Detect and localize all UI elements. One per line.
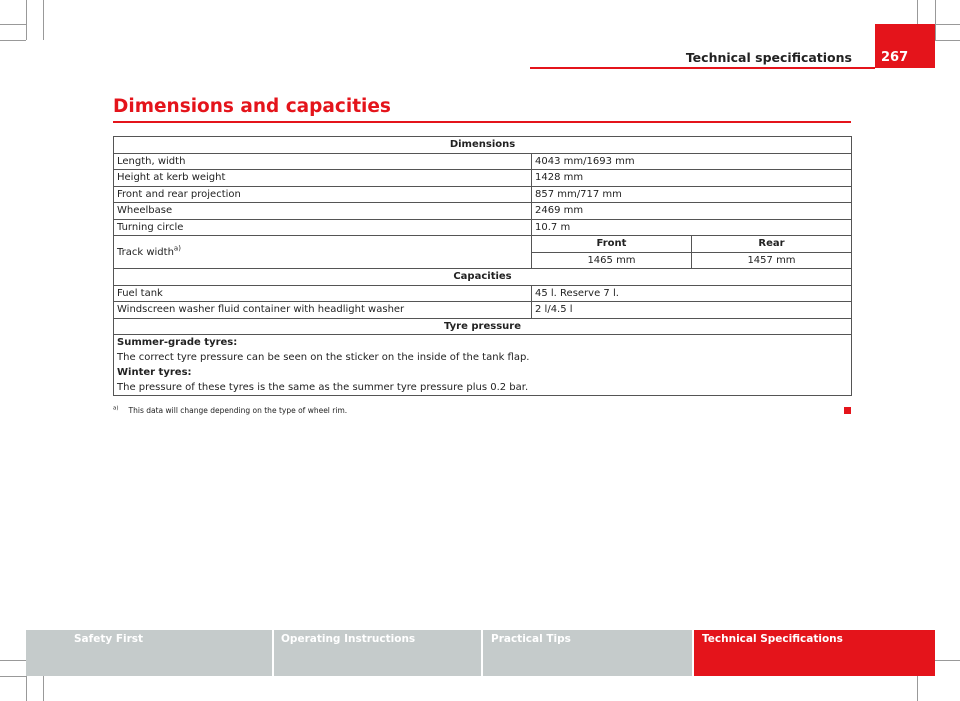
crop-mark xyxy=(0,40,26,41)
table-row xyxy=(114,302,852,319)
table-row xyxy=(114,285,852,302)
row-value: 10.7 m xyxy=(532,219,852,236)
table-row xyxy=(114,170,852,187)
tyre-pressure-cell xyxy=(114,335,852,396)
row-label: Windscreen washer fluid container with headlight washer xyxy=(114,302,532,319)
crop-mark xyxy=(917,0,918,24)
summer-tyres-text: The correct tyre pressure can be seen on the sticker on the inside of the tank flap. xyxy=(117,352,530,363)
table-heading-row xyxy=(114,269,852,286)
crop-mark xyxy=(935,24,960,25)
front-heading: Front xyxy=(532,236,692,253)
table-row xyxy=(114,203,852,220)
table-row xyxy=(114,236,852,253)
row-value: 2469 mm xyxy=(532,203,852,220)
tyre-pressure-heading: Tyre pressure xyxy=(114,318,852,335)
capacities-heading: Capacities xyxy=(114,269,852,286)
nav-tab-operating-instructions[interactable]: Operating Instructions xyxy=(274,630,481,676)
section-title: Dimensions and capacities xyxy=(113,96,391,117)
row-label: Wheelbase xyxy=(114,203,532,220)
footnote xyxy=(113,406,347,415)
row-value: 1428 mm xyxy=(532,170,852,187)
table-row xyxy=(114,186,852,203)
track-width-label xyxy=(114,236,532,269)
spec-table xyxy=(113,136,852,396)
rear-value: 1457 mm xyxy=(692,252,852,269)
header-rule xyxy=(530,67,875,69)
row-value: 2 l/4.5 l xyxy=(532,302,852,319)
crop-mark xyxy=(26,676,27,701)
row-value: 45 l. Reserve 7 l. xyxy=(532,285,852,302)
crop-mark xyxy=(43,676,44,701)
crop-mark xyxy=(43,0,44,40)
table-row xyxy=(114,219,852,236)
footnote-text: This data will change depending on the type of wheel rim. xyxy=(128,406,348,415)
table-row xyxy=(114,153,852,170)
row-label: Front and rear projection xyxy=(114,186,532,203)
row-value: 857 mm/717 mm xyxy=(532,186,852,203)
page-number: 267 xyxy=(875,24,935,68)
crop-mark xyxy=(935,40,960,41)
crop-mark xyxy=(935,0,936,40)
crop-mark xyxy=(0,676,26,677)
table-row xyxy=(114,335,852,396)
dimensions-heading: Dimensions xyxy=(114,137,852,154)
row-label: Height at kerb weight xyxy=(114,170,532,187)
track-width-text: Track width xyxy=(117,246,174,258)
table-heading-row xyxy=(114,137,852,154)
winter-tyres-text: The pressure of these tyres is the same as the summer tyre pressure plus 0.2 bar. xyxy=(117,382,529,393)
running-header: Technical specifications xyxy=(685,50,852,65)
nav-tab-practical-tips[interactable]: Practical Tips xyxy=(483,630,692,676)
section-title-rule xyxy=(113,121,851,123)
nav-tab-safety-first[interactable]: Safety First xyxy=(26,630,272,676)
nav-tab-technical-specifications[interactable]: Technical Specifications xyxy=(694,630,935,676)
winter-tyres-heading: Winter tyres: xyxy=(117,367,192,378)
row-label: Fuel tank xyxy=(114,285,532,302)
footnote-ref: a) xyxy=(173,244,181,253)
crop-mark xyxy=(0,660,26,661)
crop-mark xyxy=(917,676,918,701)
row-label: Turning circle xyxy=(114,219,532,236)
crop-mark xyxy=(935,660,960,661)
row-label: Length, width xyxy=(114,153,532,170)
row-value: 4043 mm/1693 mm xyxy=(532,153,852,170)
section-end-marker xyxy=(844,407,851,414)
crop-mark xyxy=(26,0,27,40)
front-value: 1465 mm xyxy=(532,252,692,269)
summer-tyres-heading: Summer-grade tyres: xyxy=(117,337,238,348)
rear-heading: Rear xyxy=(692,236,852,253)
footnote-mark: a) xyxy=(113,405,119,412)
crop-mark xyxy=(0,24,26,25)
table-heading-row xyxy=(114,318,852,335)
